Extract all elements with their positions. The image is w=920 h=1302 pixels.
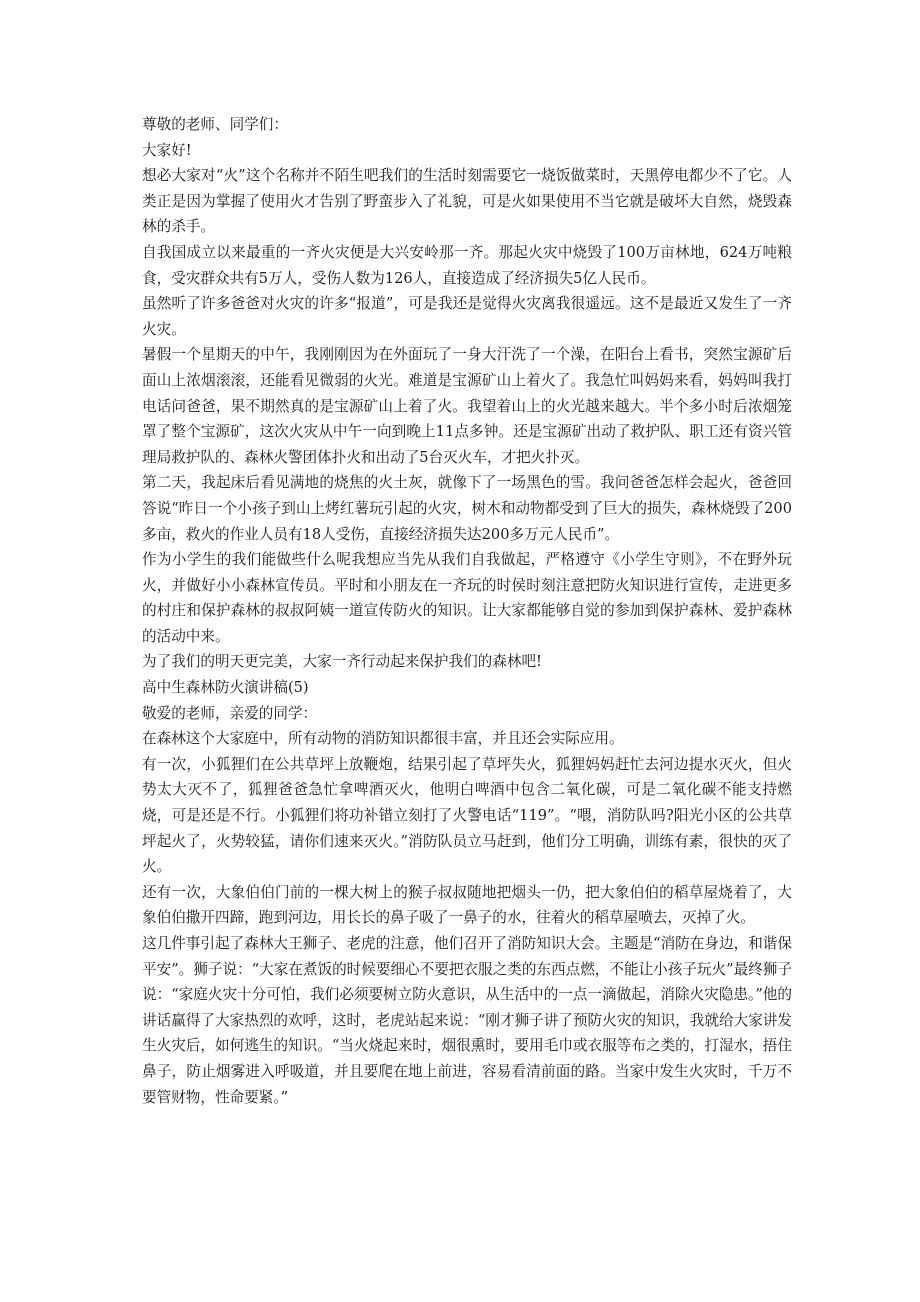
document-body (142, 112, 792, 1110)
paragraph-call-to-action: 为了我们的明天更完美，大家一齐行动起来保护我们的森林吧! (142, 653, 542, 671)
paragraph-daxinganling: 自我国成立以来最重的一齐火灾便是大兴安岭那一齐。那起火灾中烧毁了100万亩林地，624万吨粮食，受灾群众共有5万人，受伤人数为126人，直接造成了经济损失5亿人民币。 (142, 243, 792, 287)
paragraph-fox-story: 有一次，小狐狸们在公共草坪上放鞭炮，结果引起了草坪失火，狐狸妈妈赶忙去河边提水灭火，但火势太大灭不了，狐狸爸爸急忙拿啤酒灭火，他明白啤酒中包含二氧化碳，可是二氧化碳不能支持燃烧，可是还是不行。小狐狸们将功补错立刻打了火警电话“119”。“喂，消防队吗?阳光小区的公共草坪起火了，火势较猛，请你们速来灭火。”消防队员立马赶到，他们分工明确，训练有素，很快的灭了火。 (142, 755, 792, 876)
paragraph-elephant-story: 还有一次，大象伯伯门前的一棵大树上的猴子叔叔随地把烟头一仍，把大象伯伯的稻草屋烧着了，大象伯伯撒开四蹄，跑到河边，用长长的鼻子吸了一鼻子的水，往着火的稻草屋喷去，灭掉了火。 (142, 883, 792, 927)
paragraph-reports: 虽然听了许多爸爸对火灾的许多“报道”，可是我还是觉得火灾离我很遥远。这不是最近又发生了一齐火灾。 (142, 295, 792, 338)
paragraph-baoyuan-fire: 暑假一个星期天的中午，我刚刚因为在外面玩了一身大汗洗了一个澡，在阳台上看书，突然宝源矿后面山上浓烟滚滚，还能看见微弱的火光。难道是宝源矿山上着火了。我急忙叫妈妈来看，妈妈叫我打电话问爸爸，果不期然真的是宝源矿山上着了火。我望着山上的火光越来越大。半个多小时后浓烟笼罩了整个宝源矿，这次火灾从中午一向到晚上11点多钟。还是宝源矿出动了救护队、职工还有资兴管理局救护队的、森林火警团体扑火和出动了5台灭火车，才把火扑灭。 (142, 346, 792, 466)
section-title: 高中生森林防火演讲稿(5) (142, 679, 309, 697)
paragraph-fire-intro: 想必大家对“火”这个名称并不陌生吧我们的生活时刻需要它一烧饭做菜时，天黑停电都少不了它。人类正是因为掌握了使用火才告别了野蛮步入了礼貌，可是火如果使用不当它就是破坏大自然，烧毁森林的杀手。 (142, 167, 792, 236)
paragraph-what-we-can-do: 作为小学生的我们能做些什么呢我想应当先从我们自我做起，严格遵守《小学生守则》，不在野外玩火，并做好小小森林宣传员。平时和小朋友在一齐玩的时侯时刻注意把防火知识进行宣传，走进更多的村庄和保护森林的叔叔阿姨一道宣传防火的知识。让大家都能够自觉的参加到保护森林、爱护森林的活动中来。 (142, 551, 792, 645)
paragraph-fire-safety-meeting: 这几件事引起了森林大王狮子、老虎的注意，他们召开了消防知识大会。主题是“消防在身边，和谐保平安”。狮子说：“大家在煮饭的时候要细心不要把衣服之类的东西点燃，不能让小孩子玩火”最终狮子说：“家庭火灾十分可怕，我们必须要树立防火意识，从生活中的一点一滴做起，消除火灾隐患。”他的讲话赢得了大家热烈的欢呼，这时，老虎站起来说：“刚才狮子讲了预防火灾的知识，我就给大家讲发生火灾后，如何逃生的知识。“当火烧起来时，烟很熏时，要用毛巾或衣服等布之类的，打湿水，捂住鼻子，防止烟雾进入呼吸道，并且要爬在地上前进，容易看清前面的路。当家中发生火灾时，千万不要管财物，性命要紧。” (142, 935, 792, 1106)
salutation: 大家好! (142, 141, 192, 159)
paragraph-next-day: 第二天，我起床后看见满地的烧焦的火土灰，就像下了一场黑色的雪。我问爸爸怎样会起火，爸爸回答说“昨日一个小孩子到山上烤红薯玩引起的火灾，树木和动物都受到了巨大的损失，森林烧毁了200多亩，救火的作业人员有18人受伤，直接经济损失达200多万元人民币”。 (142, 474, 792, 543)
second-greeting: 敬爱的老师，亲爱的同学： (142, 704, 318, 722)
paragraph-forest-family: 在森林这个大家庭中，所有动物的消防知识都很丰富，并且还会实际应用。 (142, 730, 624, 748)
greeting: 尊敬的老师、同学们： (142, 116, 288, 133)
